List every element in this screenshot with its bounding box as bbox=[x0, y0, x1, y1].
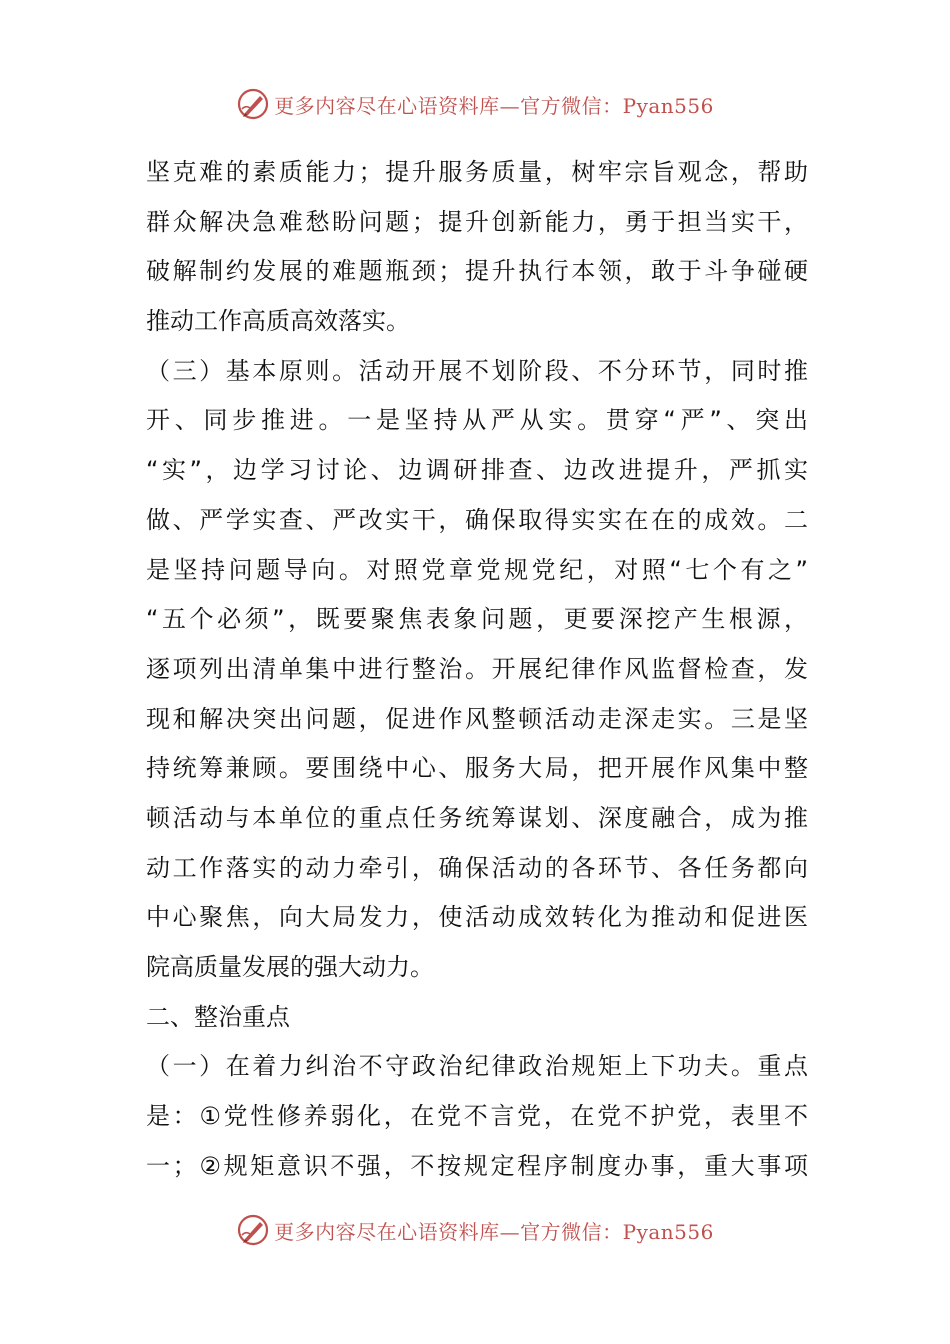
text-line: 推动工作高质高效落实。 bbox=[146, 307, 410, 336]
text-line: 坚克难的素质能力；提升服务质量，树牢宗旨观念，帮助 bbox=[146, 158, 808, 186]
text-line: 是：①党性修养弱化，在党不言党，在党不护党，表里不 bbox=[146, 1102, 808, 1131]
text-line: 开、同步推进。一是坚持从严从实。贯穿“严”、突出 bbox=[146, 406, 808, 435]
text-line: 群众解决急难愁盼问题；提升创新能力，勇于担当实干， bbox=[146, 207, 808, 236]
banner-text: 更多内容尽在心语资料库—官方微信：Pyan556 bbox=[274, 1219, 714, 1244]
text-line: （一）在着力纠治不守政治纪律政治规矩上下功夫。重点 bbox=[146, 1052, 808, 1081]
banner-text: 更多内容尽在心语资料库—官方微信：Pyan556 bbox=[274, 93, 714, 118]
pen-logo-icon bbox=[236, 87, 270, 121]
text-line: 现和解决突出问题，促进作风整顿活动走深走实。三是坚 bbox=[146, 704, 808, 733]
text-line: 二、整治重点 bbox=[146, 1002, 290, 1031]
footer-watermark bbox=[0, 1210, 950, 1250]
text-line: “五个必须”，既要聚焦表象问题，更要深挖产生根源， bbox=[146, 605, 808, 634]
text-line: 动工作落实的动力牵引，确保活动的各环节、各任务都向 bbox=[146, 853, 808, 882]
text-line: 院高质量发展的强大动力。 bbox=[146, 953, 434, 981]
text-line: 一；②规矩意识不强，不按规定程序制度办事，重大事项 bbox=[146, 1151, 808, 1180]
text-line: 持统筹兼顾。要围绕中心、服务大局，把开展作风集中整 bbox=[146, 754, 808, 783]
text-line: 破解制约发展的难题瓶颈；提升执行本领，敢于斗争碰硬 bbox=[146, 257, 808, 286]
header-watermark bbox=[0, 84, 950, 124]
text-line: 逐项列出清单集中进行整治。开展纪律作风监督检查，发 bbox=[146, 654, 808, 683]
pen-logo-icon bbox=[236, 1213, 270, 1247]
text-line: 顿活动与本单位的重点任务统筹谋划、深度融合，成为推 bbox=[146, 803, 808, 832]
text-line: 是坚持问题导向。对照党章党规党纪，对照“七个有之” bbox=[146, 555, 808, 584]
text-line: 做、严学实查、严改实干，确保取得实实在在的成效。二 bbox=[146, 505, 808, 534]
document-body bbox=[146, 148, 808, 1191]
text-line: （三）基本原则。活动开展不划阶段、不分环节，同时推 bbox=[146, 356, 808, 385]
text-line: “实”，边学习讨论、边调研排查、边改进提升，严抓实 bbox=[146, 456, 808, 485]
text-line: 中心聚焦，向大局发力，使活动成效转化为推动和促进医 bbox=[146, 903, 808, 932]
